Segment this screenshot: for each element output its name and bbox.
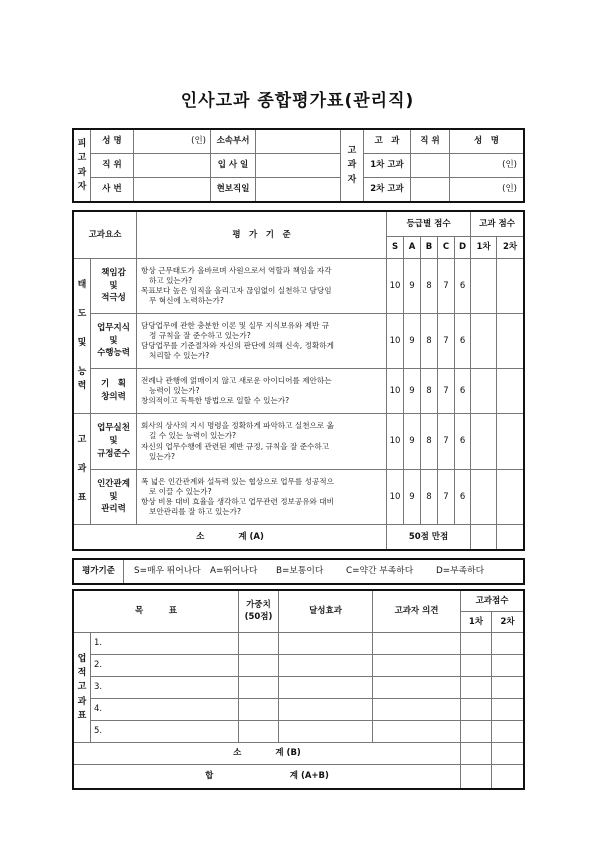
score-b[interactable]: 8: [421, 259, 438, 314]
evaluator-section-label: 고 과 자: [341, 130, 364, 202]
score-s[interactable]: 10: [387, 414, 404, 470]
evaluator-round-header: 고 과: [364, 130, 411, 154]
goal-field[interactable]: 4.: [91, 699, 239, 721]
second-score-field[interactable]: [497, 470, 524, 525]
name-label: 성 명: [91, 130, 134, 154]
goal-field[interactable]: 5.: [91, 721, 239, 743]
score-s[interactable]: 10: [387, 369, 404, 414]
subtotal-b-second-field[interactable]: [492, 743, 524, 765]
score-b[interactable]: 8: [421, 369, 438, 414]
table-row: [74, 314, 524, 369]
attitude-ability-group-label: 태 도 및 능 력: [74, 259, 91, 414]
subtotal-b-label: 소 계 (B): [74, 743, 461, 765]
employee-number-field[interactable]: [134, 178, 211, 202]
employee-number-label: 사 번: [91, 178, 134, 202]
subtotal-b-first-field[interactable]: [461, 743, 492, 765]
score-s[interactable]: 10: [387, 470, 404, 525]
first-score-field[interactable]: [471, 369, 497, 414]
score-c[interactable]: 7: [438, 470, 455, 525]
evaluatee-section-label: 피 고 과 자: [74, 130, 91, 202]
second-score-field[interactable]: [492, 655, 524, 677]
weight-field[interactable]: [239, 699, 279, 721]
second-score-field[interactable]: [497, 369, 524, 414]
subtotal-a-second-field[interactable]: [497, 525, 524, 550]
second-score-field[interactable]: [492, 677, 524, 699]
second-score-field[interactable]: [497, 414, 524, 470]
table-row: [74, 633, 524, 655]
goal-field[interactable]: 1.: [91, 633, 239, 655]
grand-total-first-field[interactable]: [461, 765, 492, 789]
score-d[interactable]: 6: [455, 259, 471, 314]
first-score-field[interactable]: [471, 314, 497, 369]
subtotal-a-first-field[interactable]: [471, 525, 497, 550]
element-name: 책임감 및 적극성: [91, 259, 137, 314]
table-row: [74, 470, 524, 525]
table-row: [74, 721, 524, 743]
score-b[interactable]: 8: [421, 414, 438, 470]
opinion-field[interactable]: [373, 721, 461, 743]
grade-d-header: D: [455, 237, 471, 259]
evaluator-position-header: 직 위: [411, 130, 450, 154]
score-a[interactable]: 9: [404, 259, 421, 314]
criteria-text: 담당업무에 관한 충분한 이론 및 실무 지식보유와 제반 규 정 규칙을 잘 준수하고 있는가? 담당업무를 기준절차와 자신의 판단에 의해 신속, 정확하게 처리할 수 있는가?: [137, 314, 387, 369]
first-score-field[interactable]: [471, 259, 497, 314]
attitude-evaluation-table: [73, 211, 524, 550]
legend-c: C=약간 부족하다: [346, 566, 414, 576]
opinion-field[interactable]: [373, 677, 461, 699]
effect-field[interactable]: [279, 721, 373, 743]
grade-score-header: 등급별 점수: [387, 212, 471, 237]
goal-field[interactable]: 3.: [91, 677, 239, 699]
criteria-text: 항상 근무태도가 올바르며 사원으로서 역할과 책임을 자각 하고 있는가? 목표보다 높은 임직을 올리고자 끊임없이 실천하고 담당임 무 혁신에 노력하는가?: [137, 259, 387, 314]
score-c[interactable]: 7: [438, 369, 455, 414]
opinion-field[interactable]: [373, 655, 461, 677]
criteria-header: 평 가 기 준: [137, 212, 387, 259]
opinion-field[interactable]: [373, 633, 461, 655]
current-role-date-label: 현보직일: [211, 178, 256, 202]
first-evaluator-name-field[interactable]: (인): [450, 154, 524, 178]
element-name: 기 획 창의력: [91, 369, 137, 414]
element-name: 인간관계 및 관리력: [91, 470, 137, 525]
criteria-text: 회사의 상사의 지시 명령을 정확하게 파악하고 실천으로 옮 길 수 있는 능력이 있는가? 자신의 업무수행에 관련된 제반 규정, 규칙을 잘 준수하고 있는가?: [137, 414, 387, 470]
first-evaluator-label: 1차 고과: [364, 154, 411, 178]
second-evaluator-name-field[interactable]: (인): [450, 178, 524, 202]
table-row: [74, 699, 524, 721]
performance-score-header: 고과점수: [461, 591, 524, 612]
grand-total-label: 합 계 (A+B): [74, 765, 461, 789]
department-label: 소속부서: [211, 130, 256, 154]
evaluation-group-label: 고 과 표: [74, 414, 91, 525]
performance-section-label: 업 적 고 과 표: [74, 633, 91, 743]
legend-d: D=부족하다: [436, 566, 485, 576]
first-score-field[interactable]: [471, 470, 497, 525]
first-score-field[interactable]: [461, 655, 492, 677]
weight-field[interactable]: [239, 677, 279, 699]
score-c[interactable]: 7: [438, 259, 455, 314]
score-d[interactable]: 6: [455, 369, 471, 414]
name-field[interactable]: (인): [134, 130, 211, 154]
subtotal-a-max: 50점 만점: [387, 525, 471, 550]
second-score-header: 2차: [497, 237, 524, 259]
grade-legend-table: [73, 559, 524, 584]
position-field[interactable]: [134, 154, 211, 178]
legend-b: B=보통이다: [276, 566, 324, 576]
first-score-field[interactable]: [461, 721, 492, 743]
weight-field[interactable]: [239, 633, 279, 655]
effect-field[interactable]: [279, 699, 373, 721]
join-date-label: 입 사 일: [211, 154, 256, 178]
table-row: [74, 369, 524, 414]
first-evaluator-position-field[interactable]: [411, 154, 450, 178]
second-score-field[interactable]: [492, 633, 524, 655]
score-c[interactable]: 7: [438, 314, 455, 369]
grade-c-header: C: [438, 237, 455, 259]
grade-s-header: S: [387, 237, 404, 259]
score-a[interactable]: 9: [404, 470, 421, 525]
second-score-field[interactable]: [497, 259, 524, 314]
evaluator-name-header: 성 명: [450, 130, 524, 154]
score-b[interactable]: 8: [421, 470, 438, 525]
department-field[interactable]: [256, 130, 341, 154]
table-row: [74, 414, 524, 470]
second-score-field[interactable]: [497, 314, 524, 369]
first-score-field[interactable]: [471, 414, 497, 470]
table-row: [74, 259, 524, 314]
weight-field[interactable]: [239, 655, 279, 677]
performance-evaluation-table: [73, 590, 524, 789]
goal-field[interactable]: 2.: [91, 655, 239, 677]
subtotal-a-label: 소 계 (A): [74, 525, 387, 550]
criteria-text: 폭 넓은 인간관계와 설득력 있는 협상으로 업무를 성공적으 로 이끌 수 있는가? 항상 비용 대비 효율을 생각하고 업무관련 정보공유와 대비 보안관리를 잘 하고 있는가?: [137, 470, 387, 525]
legend-s: S=매우 뛰어나다: [134, 566, 201, 576]
table-row: [74, 655, 524, 677]
legend-label: 평가기준: [74, 560, 124, 584]
effect-field[interactable]: [279, 655, 373, 677]
weight-field[interactable]: [239, 721, 279, 743]
current-role-date-field[interactable]: [256, 178, 341, 202]
goal-header: 목 표: [74, 591, 239, 633]
weight-header: 가중치 (50점): [239, 591, 279, 633]
second-evaluator-label: 2차 고과: [364, 178, 411, 202]
score-d[interactable]: 6: [455, 314, 471, 369]
second-evaluator-position-field[interactable]: [411, 178, 450, 202]
score-s[interactable]: 10: [387, 259, 404, 314]
evaluation-score-header: 고과 점수: [471, 212, 524, 237]
element-header: 고과요소: [74, 212, 137, 259]
first-score-field[interactable]: [461, 677, 492, 699]
score-b[interactable]: 8: [421, 314, 438, 369]
grand-total-second-field[interactable]: [492, 765, 524, 789]
grade-a-header: A: [404, 237, 421, 259]
effect-header: 달성효과: [279, 591, 373, 633]
personnel-info-table: [73, 129, 524, 202]
score-d[interactable]: 6: [455, 470, 471, 525]
score-a[interactable]: 9: [404, 369, 421, 414]
element-name: 업무지식 및 수행능력: [91, 314, 137, 369]
effect-field[interactable]: [279, 633, 373, 655]
second-score-field[interactable]: [492, 721, 524, 743]
legend-a: A=뛰어나다: [210, 566, 258, 576]
score-s[interactable]: 10: [387, 314, 404, 369]
score-d[interactable]: 6: [455, 414, 471, 470]
opinion-field[interactable]: [373, 699, 461, 721]
effect-field[interactable]: [279, 677, 373, 699]
element-name: 업무실천 및 규정준수: [91, 414, 137, 470]
first-score-field[interactable]: [461, 699, 492, 721]
grade-b-header: B: [421, 237, 438, 259]
performance-first-header: 1차: [461, 612, 492, 633]
join-date-field[interactable]: [256, 154, 341, 178]
second-score-field[interactable]: [492, 699, 524, 721]
first-score-header: 1차: [471, 237, 497, 259]
score-a[interactable]: 9: [404, 414, 421, 470]
position-label: 직 위: [91, 154, 134, 178]
criteria-text: 전례나 관행에 얽매이지 않고 새로운 아이디어를 제안하는 능력이 있는가? 창의적이고 독특한 방법으로 일할 수 있는가?: [137, 369, 387, 414]
score-c[interactable]: 7: [438, 414, 455, 470]
opinion-header: 고과자 의견: [373, 591, 461, 633]
performance-second-header: 2차: [492, 612, 524, 633]
score-a[interactable]: 9: [404, 314, 421, 369]
page-title: 인사고과 종합평가표(관리직): [180, 91, 415, 111]
first-score-field[interactable]: [461, 633, 492, 655]
table-row: [74, 677, 524, 699]
legend-items: [124, 560, 524, 584]
